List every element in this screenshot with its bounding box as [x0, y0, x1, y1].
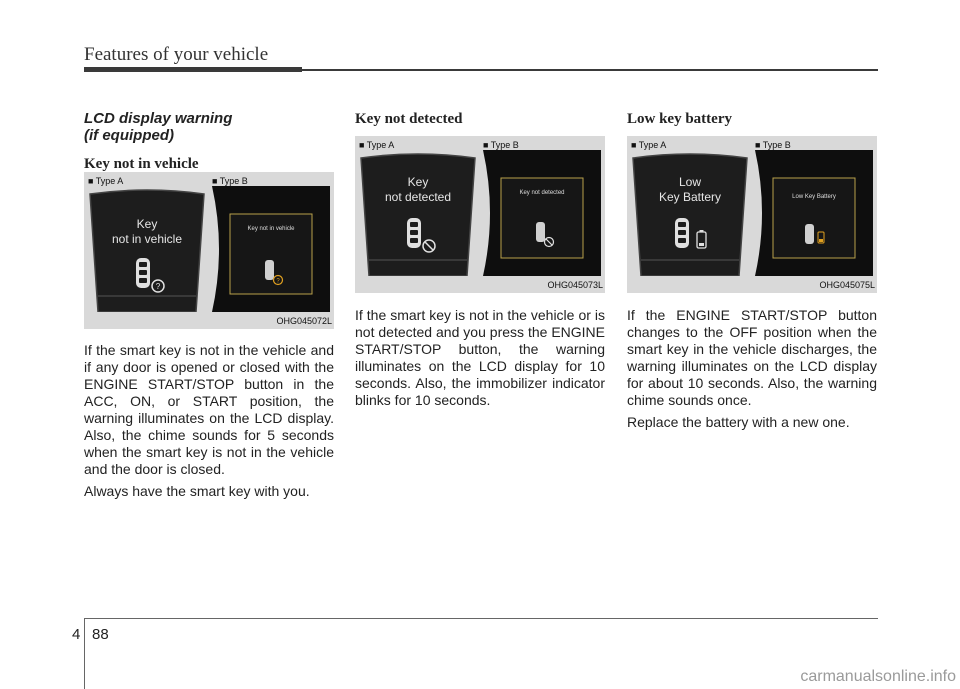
footer-rule — [84, 618, 878, 619]
smart-key-icon — [265, 260, 274, 280]
svg-text:?: ? — [276, 278, 280, 285]
panel-b-text: Key not in vehicle — [247, 226, 295, 232]
figure-code: OHG045072L — [276, 316, 332, 326]
section3-body — [627, 307, 877, 431]
section1-body — [84, 342, 334, 500]
section-title-line2: (if equipped) — [84, 127, 174, 144]
question-icon — [274, 276, 283, 285]
smart-key-icon — [536, 222, 545, 242]
paragraph: Replace the battery with a new one. — [627, 414, 850, 430]
cluster-display-type-b — [483, 150, 601, 276]
figure-label-type-b: ■ Type B — [755, 140, 791, 150]
svg-text:?: ? — [155, 282, 161, 291]
cluster-display-type-b — [755, 150, 873, 276]
cluster-display-type-b — [212, 186, 330, 312]
figure-code: OHG045073L — [547, 280, 603, 290]
not-detected-icon — [545, 238, 554, 247]
smart-key-icon — [136, 258, 150, 288]
section-low-key-battery — [627, 110, 877, 128]
paragraph: If the smart key is not in the vehicle and if any door is opened or closed with the ENGINE START/STOP button in the ACC, ON, or START position, the warning illuminates on the LCD display. Also, the chime sounds for 5 seconds when the smart key is not in the vehicle and the door is closed. — [84, 342, 334, 477]
smart-key-icon — [805, 224, 814, 244]
figure-key-not-detected — [355, 136, 605, 293]
panel-b-text: Key not detected — [519, 190, 565, 196]
panel-b-text: Low Key Battery — [792, 194, 836, 200]
page-header-title: Features of your vehicle — [84, 44, 269, 65]
panel-a-text-line1: Low — [678, 175, 702, 189]
section-title-line1: LCD display warning — [84, 110, 233, 127]
section2-body — [355, 307, 605, 409]
panel-a-text-line1: Key — [136, 217, 158, 231]
paragraph: If the ENGINE START/STOP button changes to the OFF position when the smart key in the vehicle discharges, the warning illuminates on the LCD display for about 10 seconds. Also, the warning chime sounds once. — [627, 307, 877, 408]
header-rule — [84, 67, 878, 72]
smart-key-icon — [675, 218, 689, 248]
cluster-display-type-a — [88, 186, 206, 312]
figure-label-type-a: ■ Type A — [631, 140, 667, 150]
paragraph: Always have the smart key with you. — [84, 483, 310, 499]
section-key-not-in-vehicle — [84, 110, 334, 173]
figure-label-type-b: ■ Type B — [212, 176, 248, 186]
page-number — [72, 626, 109, 643]
figure-label-type-a: ■ Type A — [359, 140, 395, 150]
page-number-value: 88 — [92, 626, 109, 643]
paragraph: If the smart key is not in the vehicle or is not detected and you press the ENGINE START/STOP button, the warning illuminates on the LCD display for 10 seconds. Also, the immobilizer indicator blinks for 10 seconds. — [355, 307, 605, 408]
panel-a-text-line2: Key Battery — [658, 190, 722, 204]
panel-a-text-line2: not detected — [384, 190, 452, 204]
figure-label-type-b: ■ Type B — [483, 140, 519, 150]
heading-key-not-detected: Key not detected — [355, 111, 463, 127]
subheading-key-not-in-vehicle: Key not in vehicle — [84, 156, 199, 172]
chapter-number: 4 — [72, 626, 81, 643]
question-icon — [152, 280, 164, 292]
panel-a-text-line2: not in vehicle — [111, 232, 183, 246]
cluster-display-type-a — [359, 150, 477, 276]
watermark: carmanualsonline.info — [800, 668, 956, 685]
figure-code: OHG045075L — [819, 280, 875, 290]
figure-low-key-battery — [627, 136, 877, 293]
section-key-not-detected — [355, 110, 605, 128]
figure-key-not-in-vehicle — [84, 172, 334, 329]
smart-key-icon — [407, 218, 421, 248]
panel-a-text-line1: Key — [407, 175, 429, 189]
figure-label-type-a: ■ Type A — [88, 176, 124, 186]
not-detected-icon — [423, 240, 435, 252]
heading-low-key-battery: Low key battery — [627, 111, 732, 127]
cluster-display-type-a — [631, 150, 749, 276]
